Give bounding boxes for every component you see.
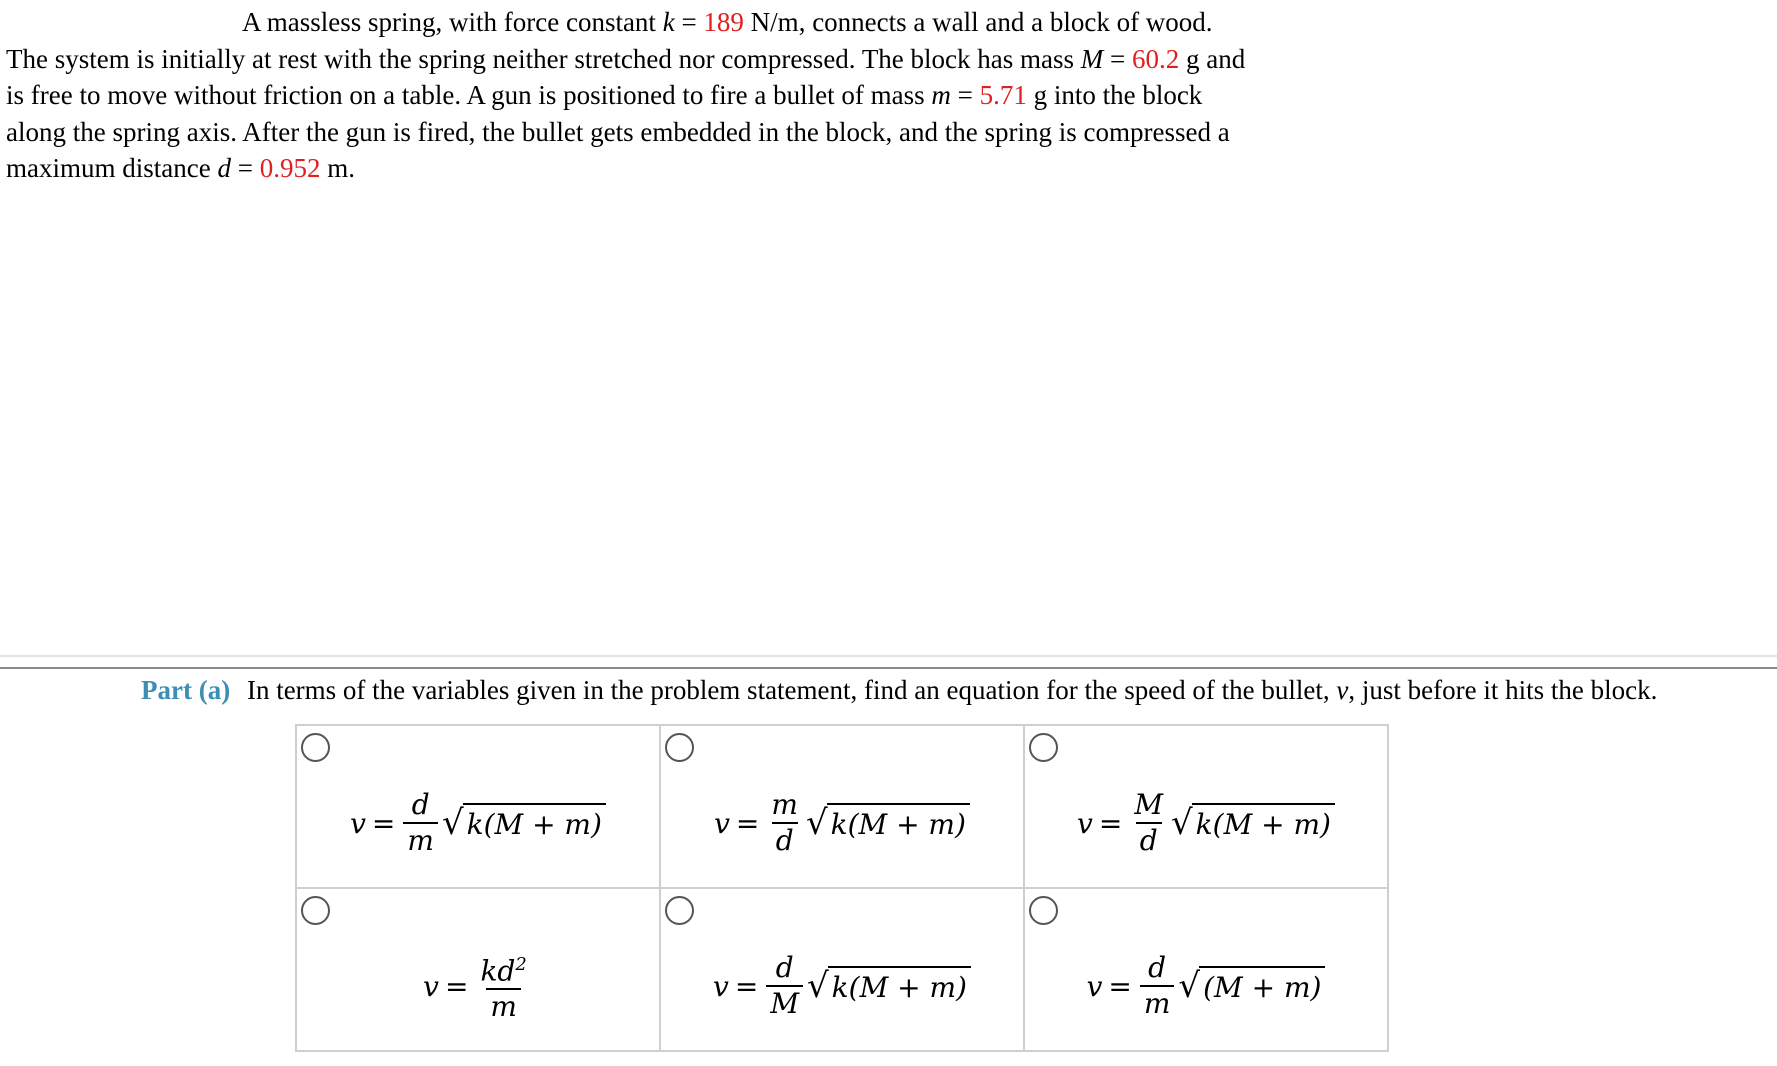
fraction: $\frac{kd^2}{m}$	[480, 953, 527, 1024]
m-symbol: m	[931, 80, 951, 110]
square-root: √ k(M + m)	[806, 803, 970, 843]
choice-formula: v = $\frac{d}{m}$ √ (M + m)	[1025, 951, 1387, 1021]
choice-cell[interactable]	[1025, 889, 1389, 1052]
k-unit: N/m	[743, 7, 799, 37]
radio-button[interactable]	[1029, 733, 1058, 762]
d-value: 0.952	[259, 153, 321, 183]
k-value: 189	[703, 7, 744, 37]
fraction: $\frac{d}{m}$	[403, 790, 438, 856]
M-unit: g	[1179, 43, 1200, 74]
choice-formula: v = $\frac{d}{M}$ √ k(M + m)	[661, 951, 1023, 1021]
part-a-question: Part (a) In terms of the variables given in the problem statement, find an equation for the speed of the bullet, v, just before it hits the block.	[141, 675, 1658, 705]
radio-button[interactable]	[665, 733, 694, 762]
choice-cell[interactable]	[661, 889, 1025, 1052]
choice-formula: v = $\frac{M}{d}$ √ k(M + m)	[1025, 788, 1387, 858]
radio-button[interactable]	[1029, 896, 1058, 925]
fraction: $\frac{M}{d}$	[1134, 788, 1163, 857]
fraction: $\frac{d}{M}$	[766, 953, 803, 1019]
d-symbol: d	[217, 153, 231, 183]
choice-cell[interactable]	[297, 889, 661, 1052]
part-a-label: Part (a)	[141, 675, 231, 705]
choice-formula: v = $\frac{d}{m}$ √ k(M + m)	[297, 788, 659, 858]
square-root: √ (M + m)	[1178, 966, 1325, 1006]
m-unit: g	[1026, 80, 1048, 110]
square-root: √ k(M + m)	[807, 966, 971, 1006]
M-symbol: M	[1080, 43, 1104, 74]
choice-cell[interactable]	[297, 726, 661, 889]
radio-button[interactable]	[301, 896, 330, 925]
fraction: $\frac{d}{m}$	[1140, 953, 1175, 1019]
M-value: 60.2	[1132, 43, 1180, 74]
choice-cell[interactable]	[661, 726, 1025, 889]
square-root: √ k(M + m)	[1171, 803, 1335, 843]
choice-formula: v = $\frac{kd^2}{m}$	[297, 951, 659, 1021]
d-unit: m	[320, 153, 349, 183]
divider-light	[0, 655, 1777, 657]
m-value: 5.71	[979, 80, 1027, 110]
speed-variable: v	[1336, 675, 1349, 705]
choice-formula: v = $\frac{m}{d}$ √ k(M + m)	[661, 788, 1023, 858]
choice-cell[interactable]	[1025, 726, 1389, 889]
divider-dark	[0, 667, 1777, 669]
k-symbol: k	[662, 7, 675, 37]
problem-statement: A massless spring, with force constant k = 189 N/m, connects a wall and a block of wood. The system is initially at rest with the spring neither stretched nor compressed. The block has mass M = 60.2 g and is free to move without friction on a table. A gun is positioned to fire a bullet of mass m = 5.71 g into the block along the spring axis. After the gun is fired, the bullet gets embedded in the block, and the spring is compressed a maximum distance d = 0.952 m.	[6, 7, 1246, 183]
radio-button[interactable]	[301, 733, 330, 762]
fraction: $\frac{m}{d}$	[771, 788, 798, 857]
square-root: √ k(M + m)	[442, 803, 606, 843]
radio-button[interactable]	[665, 896, 694, 925]
answer-choices-grid	[295, 724, 1389, 1052]
